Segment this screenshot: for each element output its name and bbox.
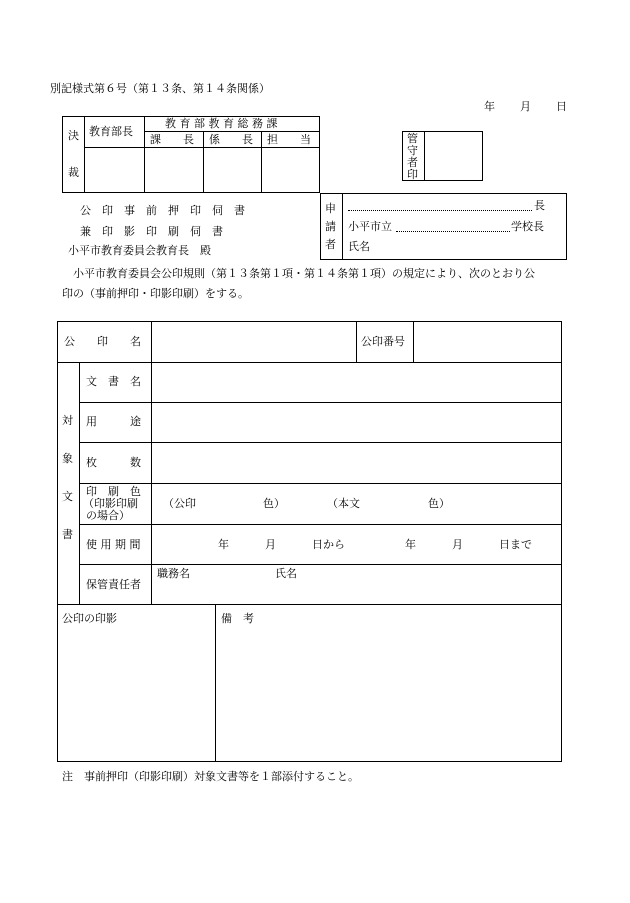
custodian-seal-label: 管守者印 (407, 132, 418, 181)
title-line-2: 兼 印 影 印 刷 伺 書 (80, 225, 223, 238)
period-from: 日から (312, 538, 345, 551)
subsection-chief-label: 係 長 (209, 133, 253, 146)
division-label: 教 育 部 教 育 総 務 課 (165, 117, 278, 130)
seal-number-field[interactable] (414, 322, 561, 362)
usage-period-label: 使 用 期 間 (86, 538, 141, 551)
addressee: 小平市教育委員会教育長 殿 (68, 244, 211, 257)
print-color-label-1: 印 刷 色 (86, 485, 141, 498)
remarks-area[interactable] (216, 628, 561, 761)
copies-field[interactable] (152, 443, 561, 483)
approval-label-1: 決 (68, 129, 79, 142)
print-color-label-2: （印影印刷 (83, 497, 138, 510)
body-color-suffix: 色） (428, 497, 450, 510)
seal-name-label: 公 印 名 (64, 335, 141, 348)
custodian-label: 保管責任者 (86, 578, 141, 591)
copies-label: 枚 数 (86, 456, 141, 469)
date-month-label: 月 (520, 100, 531, 113)
applicant-line-2 (396, 231, 510, 232)
doc-name-label: 文 書 名 (86, 375, 141, 388)
purpose-label: 用 途 (86, 415, 141, 428)
seal-number-label: 公印番号 (361, 335, 405, 348)
applicant-prefix-2: 小平市立 (348, 220, 392, 233)
applicant-suffix-2: 学校長 (511, 220, 544, 233)
intro-line-1: 小平市教育委員会公印規則（第１３条第１項・第１４条第１項）の規定により、次のとおり公 (73, 267, 535, 280)
title-line-1: 公 印 事 前 押 印 伺 書 (80, 204, 245, 217)
seal-color-label: （公印 (163, 497, 196, 510)
target-docs-label: 対象文書 (62, 414, 73, 541)
dept-head-label: 教育部長 (89, 125, 133, 138)
period-month-2: 月 (452, 538, 463, 551)
date-day-label: 日 (556, 100, 567, 113)
print-color-label-3: の場合） (86, 509, 130, 522)
footer-note: 注 事前押印（印影印刷）対象文書等を１部添付すること。 (62, 770, 359, 783)
period-to: 日まで (499, 538, 532, 551)
seal-impression-label: 公印の印影 (62, 612, 117, 625)
purpose-field[interactable] (152, 403, 561, 442)
intro-line-2: 印の（事前押印・印影印刷）をする。 (62, 287, 249, 300)
applicant-line-1 (348, 210, 532, 211)
applicant-label: 申請者 (325, 202, 336, 251)
period-month-1: 月 (265, 538, 276, 551)
seal-name-field[interactable] (152, 322, 355, 362)
applicant-suffix-1: 長 (534, 199, 545, 212)
period-year-2: 年 (405, 538, 416, 551)
applicant-name-label: 氏名 (348, 240, 370, 253)
form-reference: 別記様式第６号（第１３条、第１４条関係） (50, 82, 270, 95)
body-color-label: （本文 (327, 497, 360, 510)
section-chief-label: 課 長 (150, 133, 194, 146)
period-year-1: 年 (218, 538, 229, 551)
approval-label-2: 裁 (68, 166, 79, 179)
remarks-label: 備 考 (221, 612, 254, 625)
job-title-label: 職務名 (157, 567, 190, 580)
person-name-label: 氏名 (275, 567, 297, 580)
staff-label: 担 当 (267, 133, 311, 146)
seal-color-suffix: 色） (263, 497, 285, 510)
date-year-label: 年 (484, 100, 495, 113)
seal-impression-area[interactable] (58, 628, 214, 761)
doc-name-field[interactable] (152, 363, 561, 402)
